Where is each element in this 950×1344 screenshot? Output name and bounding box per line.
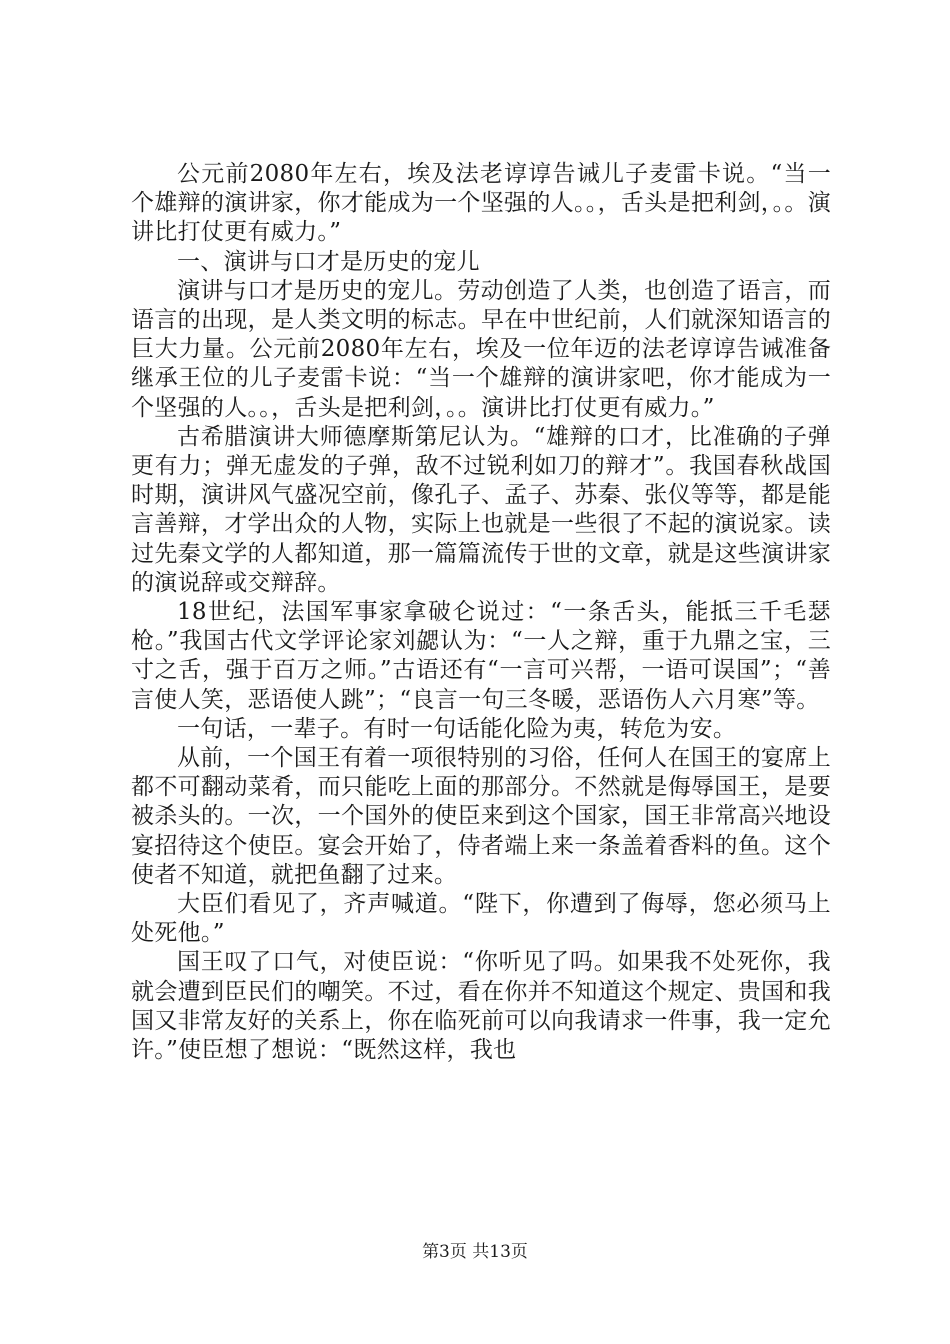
page-footer: 第3页 共13页 xyxy=(422,1242,528,1262)
document-body xyxy=(131,160,831,1065)
paragraph: 大臣们看见了，齐声喊道。“陛下，你遭到了侮辱，您必须马上处死他。” xyxy=(131,891,831,947)
section-heading: 一、演讲与口才是历史的宠儿 xyxy=(177,248,480,275)
paragraph: 18世纪，法国军事家拿破仑说过：“一条舌头，能抵三千毛瑟枪。”我国古代文学评论家刘勰认为：“一人之辩，重于九鼎之宝，三寸之舌，强于百万之师。”古语还有“一言可兴帮，一语可误国”；“善言使人笑，恶语使人跳”；“良言一句三冬暖，恶语伤人六月寒”等。 xyxy=(131,599,831,713)
paragraph: 古希腊演讲大师德摩斯第尼认为。“雄辩的口才，比准确的子弹更有力；弹无虚发的子弹，敌不过锐利如刀的辩才”。我国春秋战国时期，演讲风气盛况空前，像孔子、孟子、苏秦、张仪等等，都是能言善辩，才学出众的人物，实际上也就是一些很了不起的演说家。读过先秦文学的人都知道，那一篇篇流传于世的文章，就是这些演讲家的演说辞或交辩辞。 xyxy=(131,423,831,596)
paragraph: 公元前2080年左右，埃及法老谆谆告诫儿子麦雷卡说。“当一个雄辩的演讲家，你才能成为一个坚强的人。。，舌头是把利剑，。。演讲比打仗更有威力。” xyxy=(131,161,831,246)
paragraph: 从前，一个国王有着一项很特别的习俗，任何人在国王的宴席上都不可翻动菜肴，而只能吃上面的那部分。不然就是侮辱国王，是要被杀头的。一次，一个国外的使臣来到这个国家，国王非常高兴地设宴招待这个使臣。宴会开始了，侍者端上来一条盖着香料的鱼。这个使者不知道，就把鱼翻了过来。 xyxy=(131,745,831,888)
paragraph: 一句话，一辈子。有时一句话能化险为夷，转危为安。 xyxy=(177,715,737,742)
paragraph: 国王叹了口气，对使臣说：“你听见了吗。如果我不处死你，我就会遭到臣民们的嘲笑。不过，看在你并不知道这个规定、贵国和我国又非常友好的关系上，你在临死前可以向我请求一件事，我一定允许。”使臣想了想说：“既然这样，我也 xyxy=(131,949,831,1064)
paragraph: 演讲与口才是历史的宠儿。劳动创造了人类，也创造了语言，而语言的出现，是人类文明的标志。早在中世纪前，人们就深知语言的巨大力量。公元前2080年左右，埃及一位年迈的法老谆谆告诫准备继承王位的儿子麦雷卡说：“当一个雄辩的演讲家吧，你才能成为一个坚强的人。。，舌头是把利剑，。。演讲比打仗更有威力。” xyxy=(131,277,831,421)
